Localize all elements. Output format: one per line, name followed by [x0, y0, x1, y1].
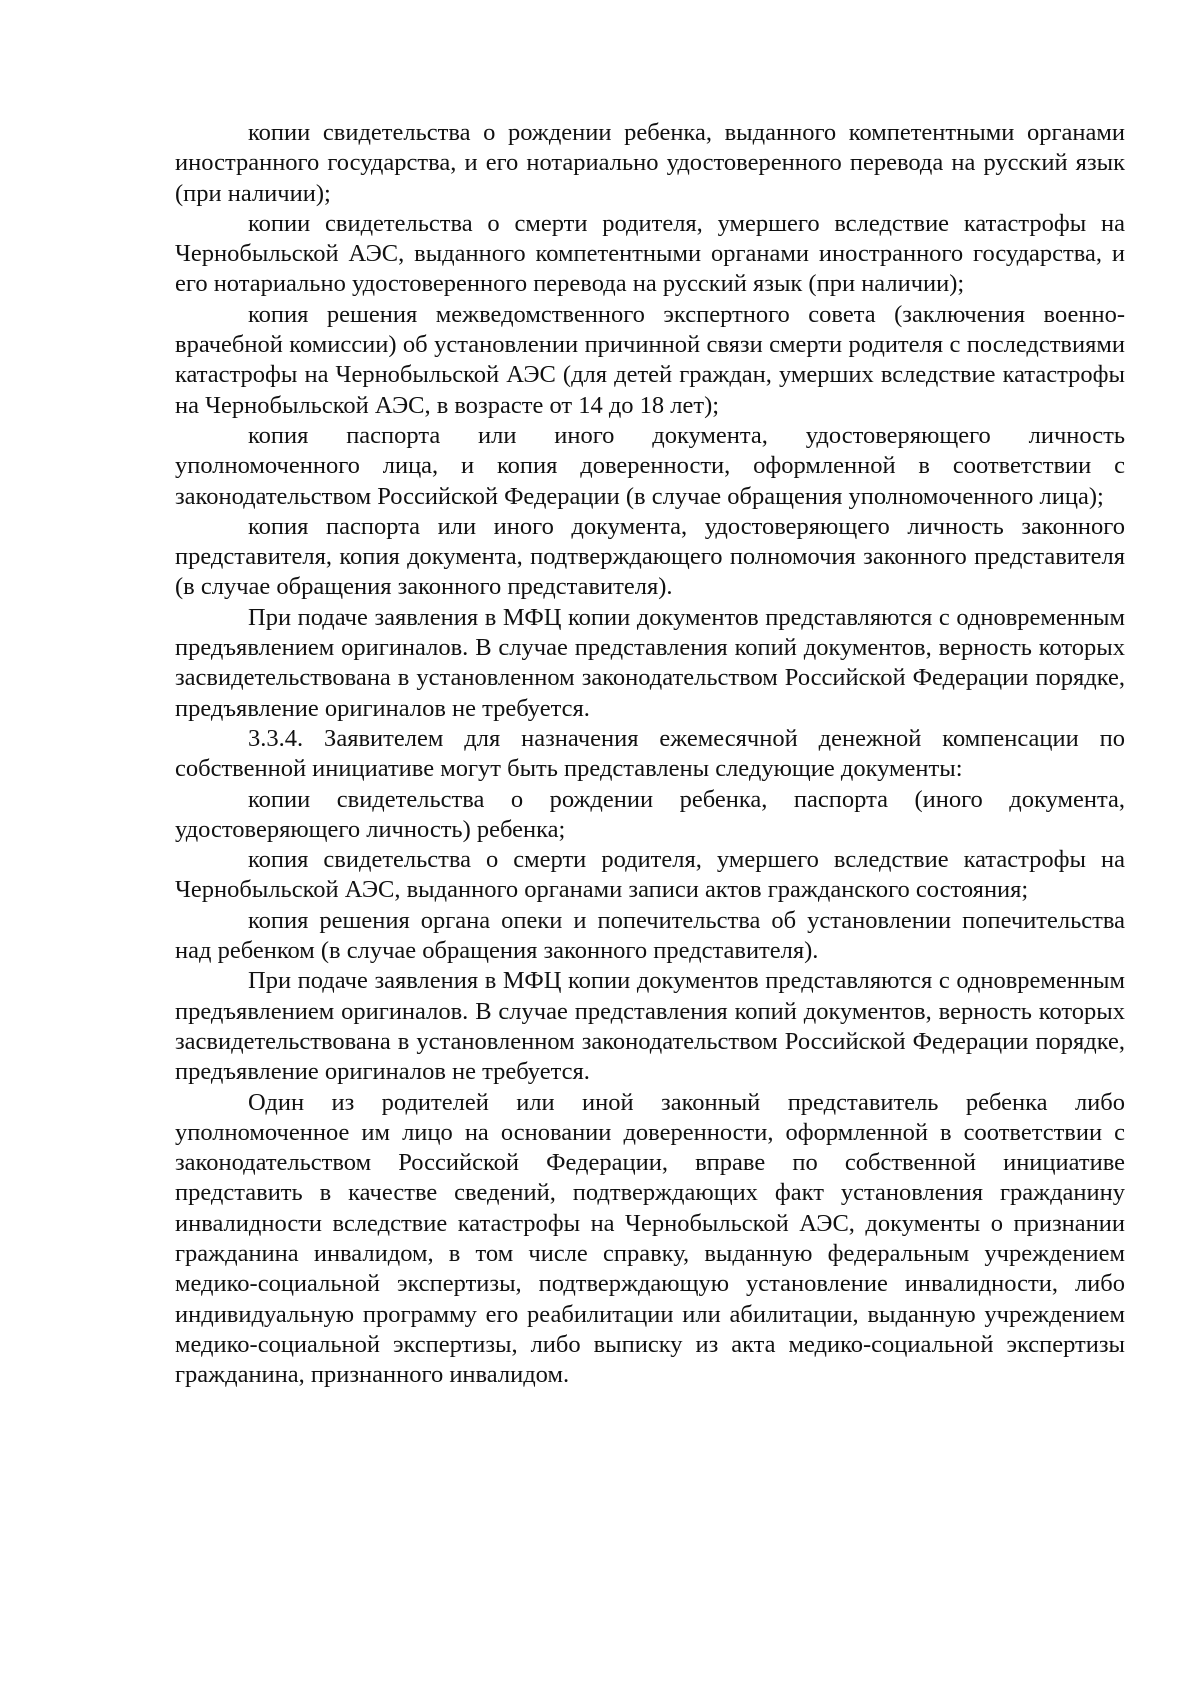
paragraph-disability-documents: Один из родителей или иной законный представитель ребенка либо уполномоченное им лицо на основании доверенности, оформленной в соответствии с законодательством Российской Федерации, вправе по собственной инициативе представить в качестве сведений, подтверждающих факт установления гражданину инвалидности вследствие катастрофы на Чернобыльской АЭС, документы о признании гражданина инвалидом, в том числе справку, выданную федеральным учреждением медико-социальной экспертизы, подтверждающую установление инвалидности, либо индивидуальную программу его реабилитации или абилитации, выданную учреждением медико-социальной экспертизы, либо выписку из акта медико-социальной экспертизы гражданина, признанного инвалидом.: [175, 1088, 1125, 1389]
document-body: [175, 118, 1125, 1390]
paragraph-death-certificate-foreign: копии свидетельства о смерти родителя, умершего вследствие катастрофы на Чернобыльской АЭС, выданного компетентными органами иностранного государства, и его нотариально удостоверенного перевода на русский язык (при наличии);: [175, 209, 1125, 298]
paragraph-section-3-3-4: 3.3.4. Заявителем для назначения ежемесячной денежной компенсации по собственной инициативе могут быть представлены следующие документы:: [175, 724, 1125, 783]
paragraph-guardianship-decision: копия решения органа опеки и попечительства об установлении попечительства над ребенком (в случае обращения законного представителя).: [175, 906, 1125, 965]
paragraph-birth-certificate-foreign: копии свидетельства о рождении ребенка, выданного компетентными органами иностранного государства, и его нотариально удостоверенного перевода на русский язык (при наличии);: [175, 119, 1125, 207]
paragraph-mfc-originals-1: При подаче заявления в МФЦ копии документов представляются с одновременным предъявлением оригиналов. В случае представления копий документов, верность которых засвидетельствована в установленном законодательством Российской Федерации порядке, предъявление оригиналов не требуется.: [175, 603, 1125, 722]
paragraph-authorized-person-passport: копия паспорта или иного документа, удостоверяющего личность уполномоченного лица, и копия доверенности, оформленной в соответствии с законодательством Российской Федерации (в случае обращения уполномоченного лица);: [175, 421, 1125, 510]
paragraph-parent-death-certificate: копия свидетельства о смерти родителя, умершего вследствие катастрофы на Чернобыльской АЭС, выданного органами записи актов гражданского состояния;: [175, 846, 1125, 904]
paragraph-child-birth-certificate: копии свидетельства о рождении ребенка, паспорта (иного документа, удостоверяющего личность) ребенка;: [175, 785, 1125, 843]
paragraph-expert-council-decision: копия решения межведомственного экспертного совета (заключения военно-врачебной комиссии) об установлении причинной связи смерти родителя с последствиями катастрофы на Чернобыльской АЭС (для детей граждан, умерших вследствие катастрофы на Чернобыльской АЭС, в возрасте от 14 до 18 лет);: [175, 300, 1125, 419]
paragraph-mfc-originals-2: При подаче заявления в МФЦ копии документов представляются с одновременным предъявлением оригиналов. В случае представления копий документов, верность которых засвидетельствована в установленном законодательством Российской Федерации порядке, предъявление оригиналов не требуется.: [175, 967, 1125, 1086]
paragraph-legal-representative-passport: копия паспорта или иного документа, удостоверяющего личность законного представителя, копия документа, подтверждающего полномочия законного представителя (в случае обращения законного представителя).: [175, 512, 1125, 601]
